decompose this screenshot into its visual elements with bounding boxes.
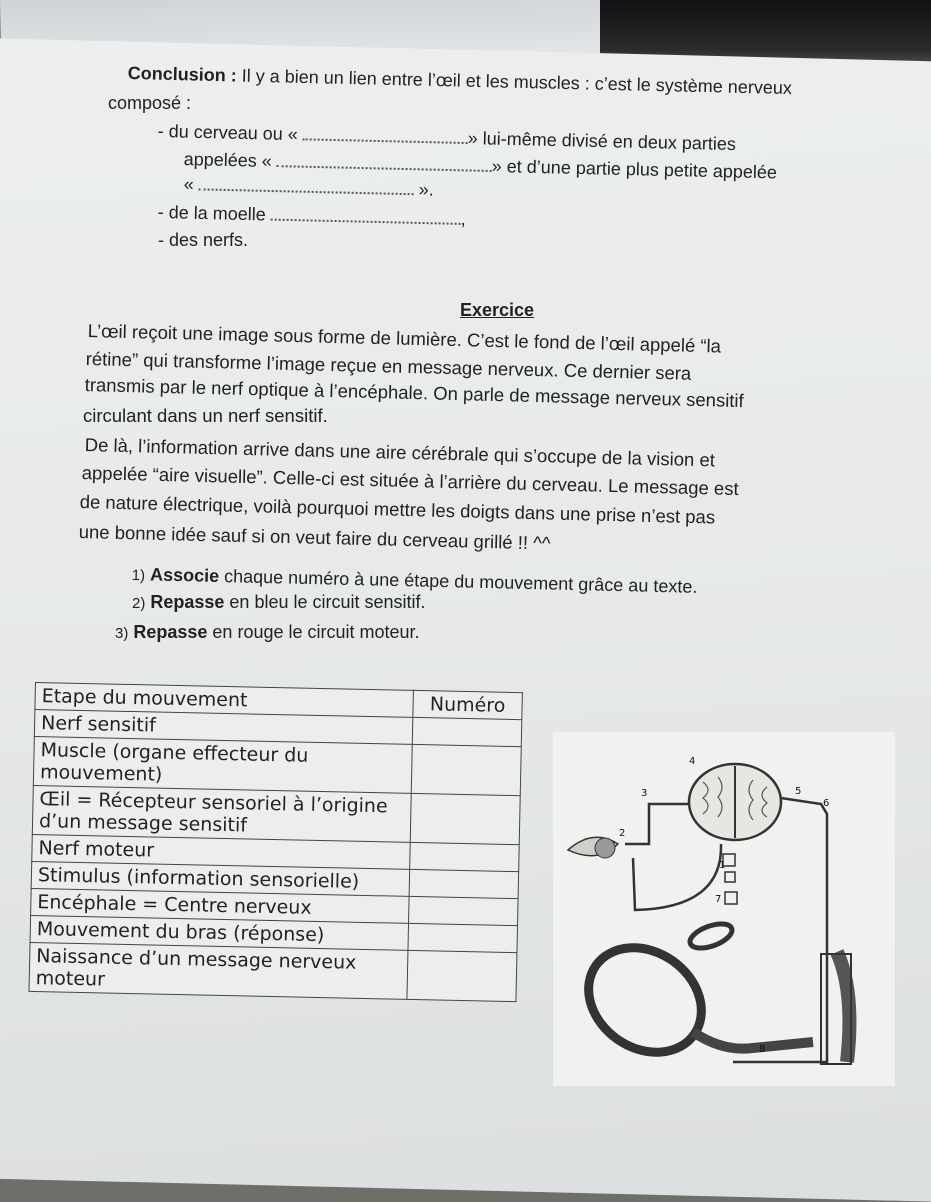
- blank-cerveau[interactable]: [303, 138, 468, 144]
- exercise-line: une bonne idée sauf si on veut faire du cerveau grillé !! ^^: [78, 521, 551, 554]
- step-label: Stimulus (information sensorielle): [31, 861, 409, 896]
- item-brain-end: » lui-même divisé en deux parties: [467, 128, 737, 155]
- brain-illustration: [689, 764, 781, 840]
- number-cell[interactable]: [407, 950, 517, 1001]
- diagram-label: 4: [689, 756, 696, 767]
- instruction-number: 1): [131, 566, 146, 585]
- item-moelle-end: ,: [460, 208, 467, 229]
- number-cell[interactable]: [410, 793, 520, 844]
- conclusion-label: Conclusion :: [127, 63, 237, 86]
- blank-cervelet[interactable]: [199, 188, 414, 195]
- arm-illustration: [568, 919, 851, 1074]
- instruction-number: 2): [132, 595, 146, 612]
- diagram-label: 8: [759, 1044, 766, 1055]
- step-label: Encéphale = Centre nerveux: [31, 888, 409, 923]
- exercise-line: de nature électrique, voilà pourquoi mettre les doigts dans une prise n’est pas: [79, 491, 716, 528]
- diagram-label: 5: [795, 786, 802, 797]
- diagram-label: 7: [715, 894, 722, 905]
- conclusion-line-1: [128, 63, 793, 99]
- step-label: Nerf moteur: [32, 834, 410, 869]
- conclusion-item-moelle: [158, 202, 466, 230]
- instruction-text: en rouge le circuit moteur.: [207, 622, 420, 642]
- step-label: Naissance d’un message nerveux moteur: [29, 942, 408, 999]
- item-cervelet-end: ».: [418, 179, 434, 200]
- instruction-verb: Repasse: [150, 592, 225, 612]
- item-hemispheres-start: appelées «: [183, 149, 273, 171]
- steps-table: [29, 682, 523, 1002]
- diagram-label: 3: [641, 788, 648, 799]
- step-label: Muscle (organe effecteur du mouvement): [33, 736, 412, 793]
- circuit-illustration: [553, 732, 895, 1086]
- exercise-line: rétine” qui transforme l’image reçue en message nerveux. Ce dernier sera: [85, 348, 692, 384]
- instruction-number: 3): [115, 625, 129, 642]
- exercise-line: circulant dans un nerf sensitif.: [83, 405, 328, 426]
- nervous-circuit-diagram: [553, 732, 895, 1086]
- exercise-line: De là, l’information arrive dans une aire cérébrale qui s’occupe de la vision et: [84, 434, 716, 471]
- conclusion-item-nerfs: - des nerfs.: [158, 230, 249, 250]
- exercise-title: Exercice: [460, 300, 535, 320]
- instruction-verb: Repasse: [133, 622, 208, 642]
- conclusion-line-2: composé :: [108, 93, 192, 113]
- number-cell[interactable]: [408, 923, 518, 952]
- exercise-line: L’œil reçoit une image sous forme de lumière. C’est le fond de l’œil appelé “la: [87, 320, 722, 357]
- table-row: [29, 942, 517, 1001]
- number-cell[interactable]: [411, 744, 521, 795]
- diagram-label: 6: [823, 798, 830, 809]
- step-label: Mouvement du bras (réponse): [30, 915, 408, 950]
- number-cell[interactable]: [412, 717, 522, 746]
- header-step: Etape du mouvement: [35, 683, 413, 718]
- step-label: Œil = Récepteur sensoriel à l’origine d’un message sensitif: [32, 785, 411, 842]
- instruction-2: [132, 592, 426, 613]
- item-hemispheres-end: » et d’une partie plus petite appelée: [491, 155, 778, 183]
- diagram-label: 1: [719, 860, 726, 871]
- exercise-line: appelée “aire visuelle”. Celle-ci est située à l’arrière du cerveau. Le message est: [81, 462, 739, 500]
- blank-moelle[interactable]: [271, 219, 461, 225]
- item-moelle-text: - de la moelle: [157, 202, 267, 225]
- exercise-line: transmis par le nerf optique à l’encéphale. On parle de message nerveux sensitif: [84, 374, 744, 412]
- number-cell[interactable]: [410, 842, 520, 871]
- item-cervelet-start: «: [183, 174, 195, 195]
- header-number: Numéro: [413, 690, 523, 719]
- instruction-verb: Associe: [149, 564, 220, 586]
- step-label: Nerf sensitif: [34, 710, 412, 745]
- number-cell[interactable]: [409, 896, 519, 925]
- eye-illustration: [568, 837, 618, 858]
- conclusion-item-cervelet: [184, 174, 434, 201]
- instruction-text: chaque numéro à une étape du mouvement grâce au texte.: [218, 565, 698, 597]
- conclusion-text: Il y a bien un lien entre l’œil et les muscles : c’est le système nerveux: [241, 65, 793, 99]
- instruction-3: [115, 622, 420, 643]
- number-cell[interactable]: [409, 869, 519, 898]
- item-brain-start: - du cerveau ou «: [157, 121, 299, 145]
- instruction-text: en bleu le circuit sensitif.: [224, 592, 426, 612]
- diagram-label: 2: [619, 828, 626, 839]
- blank-hemispheres[interactable]: [277, 165, 492, 172]
